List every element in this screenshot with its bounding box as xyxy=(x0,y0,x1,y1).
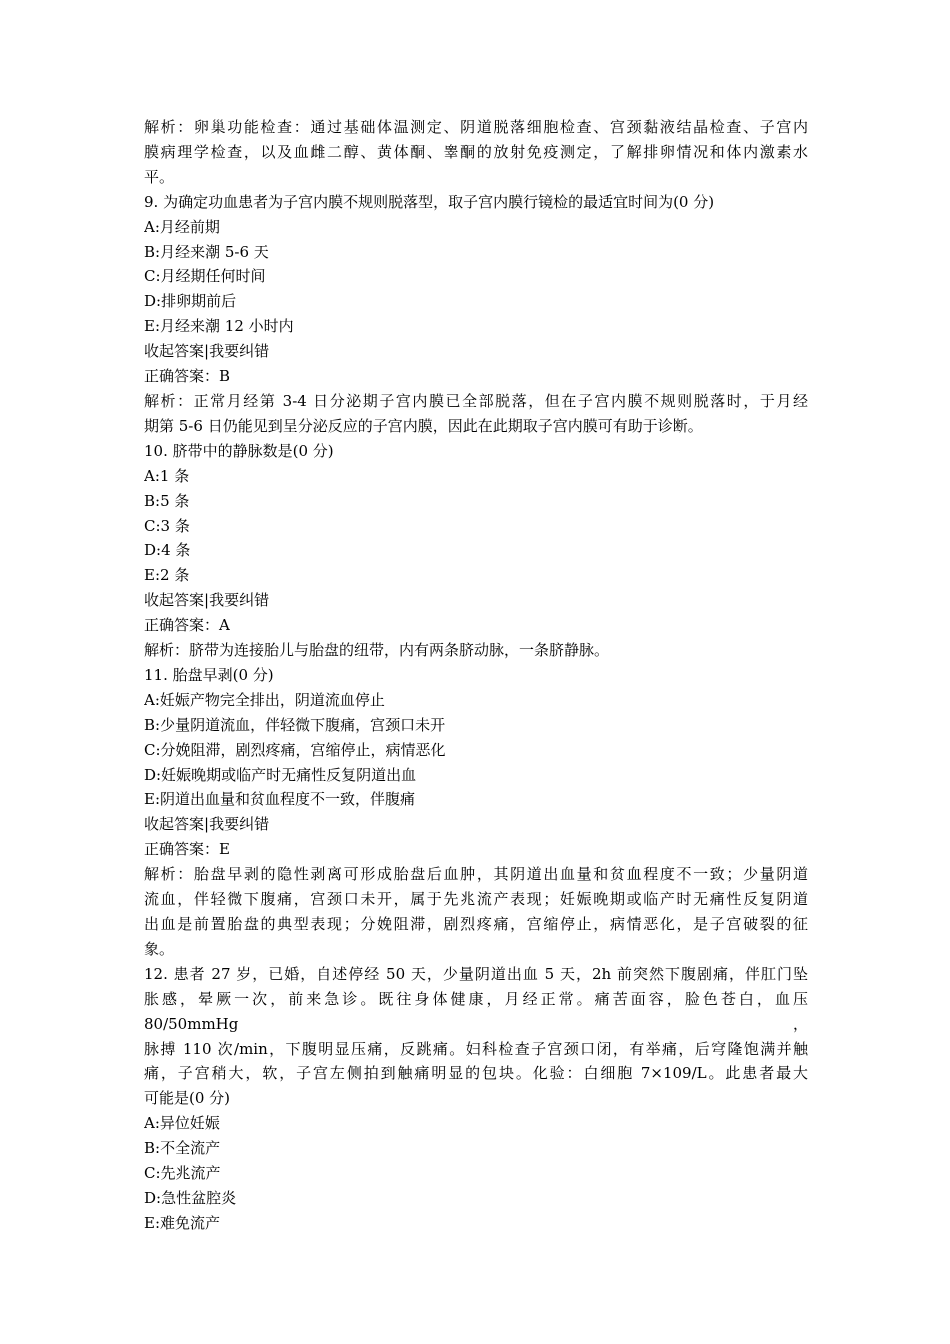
option-b[interactable]: B:5 条 xyxy=(144,491,190,510)
option-a[interactable]: A:1 条 xyxy=(144,466,190,485)
option-c[interactable]: C:分娩阻滞，剧烈疼痛，宫缩停止，病情恶化 xyxy=(144,740,446,759)
report-error-link[interactable]: 我要纠错 xyxy=(209,815,270,834)
question-text: 11. 胎盘早剥(0 分) xyxy=(144,665,274,684)
explanation-line: 期第 5-6 日仍能见到呈分泌反应的子宫内膜，因此在此期取子宫内膜可有助于诊断。 xyxy=(144,416,703,435)
option-a[interactable]: A:妊娠产物完全排出，阴道流血停止 xyxy=(144,690,385,709)
q8-explanation-line: 膜病理学检查，以及血雌二醇、黄体酮、睾酮的放射免疫测定，了解排卵情况和体内激素水 xyxy=(144,142,808,161)
question-11 xyxy=(144,663,808,962)
option-c[interactable]: C:先兆流产 xyxy=(144,1164,221,1183)
question-12 xyxy=(144,962,808,1236)
option-d[interactable]: D:4 条 xyxy=(144,541,191,560)
option-d[interactable]: D:妊娠晚期或临产时无痛性反复阴道出血 xyxy=(144,765,417,784)
explanation-line: 流血，伴轻微下腹痛，宫颈口未开，属于先兆流产表现；妊娠晚期或临产时无痛性反复阴道 xyxy=(144,890,808,909)
option-e[interactable]: E:阴道出血量和贫血程度不一致，伴腹痛 xyxy=(144,790,416,809)
document-page xyxy=(144,115,808,1236)
collapse-answer-link[interactable]: 收起答案 xyxy=(144,342,205,361)
q8-explanation-line: 平。 xyxy=(144,167,175,186)
answer-actions xyxy=(144,812,808,837)
option-d[interactable]: D:急性盆腔炎 xyxy=(144,1188,237,1207)
option-c[interactable]: C:月经期任何时间 xyxy=(144,267,266,286)
answer-actions xyxy=(144,588,808,613)
question-text-line: 痛，子宫稍大，软，子宫左侧拍到触痛明显的包块。化验：白细胞 7×109/L。此患者最大 xyxy=(144,1064,808,1083)
option-d[interactable]: D:排卵期前后 xyxy=(144,292,237,311)
option-b[interactable]: B:少量阴道流血，伴轻微下腹痛，宫颈口未开 xyxy=(144,715,446,734)
correct-answer: 正确答案：B xyxy=(144,367,231,386)
separator: | xyxy=(204,591,210,610)
question-text-line: 胀感，晕厥一次，前来急诊。既往身体健康，月经正常。痛苦面容，脸色苍白，血压 80/50mmHg， xyxy=(144,989,808,1033)
collapse-answer-link[interactable]: 收起答案 xyxy=(144,591,205,610)
question-10 xyxy=(144,439,808,663)
correct-answer: 正确答案：A xyxy=(144,616,230,635)
separator: | xyxy=(204,342,210,361)
option-e[interactable]: E:难免流产 xyxy=(144,1213,221,1232)
option-e[interactable]: E:2 条 xyxy=(144,566,190,585)
question-text: 9. 为确定功血患者为子宫内膜不规则脱落型，取子宫内膜行镜检的最适宜时间为(0 分) xyxy=(144,192,715,211)
question-text: 10. 脐带中的静脉数是(0 分) xyxy=(144,441,334,460)
question-text-line: 可能是(0 分) xyxy=(144,1089,231,1108)
option-b[interactable]: B:不全流产 xyxy=(144,1139,221,1158)
question-text-line: 脉搏 110 次/min，下腹明显压痛，反跳痛。妇科检查子宫颈口闭，有举痛，后穹隆饱满并触 xyxy=(144,1039,808,1058)
explanation-line: 解析：胎盘早剥的隐性剥离可形成胎盘后血肿，其阴道出血量和贫血程度不一致；少量阴道 xyxy=(144,865,808,884)
option-a[interactable]: A:月经前期 xyxy=(144,217,220,236)
question-9 xyxy=(144,190,808,439)
q8-explanation-line: 解析：卵巢功能检查：通过基础体温测定、阴道脱落细胞检查、宫颈黏液结晶检查、子宫内 xyxy=(144,118,808,136)
question-text-line: 12. 患者 27 岁，已婚，自述停经 50 天，少量阴道出血 5 天，2h 前突然下腹剧痛，伴肛门坠 xyxy=(144,964,808,983)
q8-explanation xyxy=(144,115,808,190)
correct-answer: 正确答案：E xyxy=(144,840,230,859)
option-e[interactable]: E:月经来潮 12 小时内 xyxy=(144,317,294,336)
explanation-line: 出血是前置胎盘的典型表现；分娩阻滞，剧烈疼痛，宫缩停止，病情恶化，是子宫破裂的征 xyxy=(144,915,808,933)
option-b[interactable]: B:月经来潮 5-6 天 xyxy=(144,242,269,261)
explanation-line: 解析：脐带为连接胎儿与胎盘的纽带，内有两条脐动脉，一条脐静脉。 xyxy=(144,641,610,660)
explanation-line: 象。 xyxy=(144,939,175,958)
option-a[interactable]: A:异位妊娠 xyxy=(144,1114,220,1133)
report-error-link[interactable]: 我要纠错 xyxy=(209,591,270,610)
separator: | xyxy=(204,815,210,834)
answer-actions xyxy=(144,339,808,364)
report-error-link[interactable]: 我要纠错 xyxy=(209,342,270,361)
option-c[interactable]: C:3 条 xyxy=(144,516,190,535)
collapse-answer-link[interactable]: 收起答案 xyxy=(144,815,205,834)
explanation-line: 解析：正常月经第 3-4 日分泌期子宫内膜已全部脱落，但在子宫内膜不规则脱落时，于月经 xyxy=(144,391,808,410)
